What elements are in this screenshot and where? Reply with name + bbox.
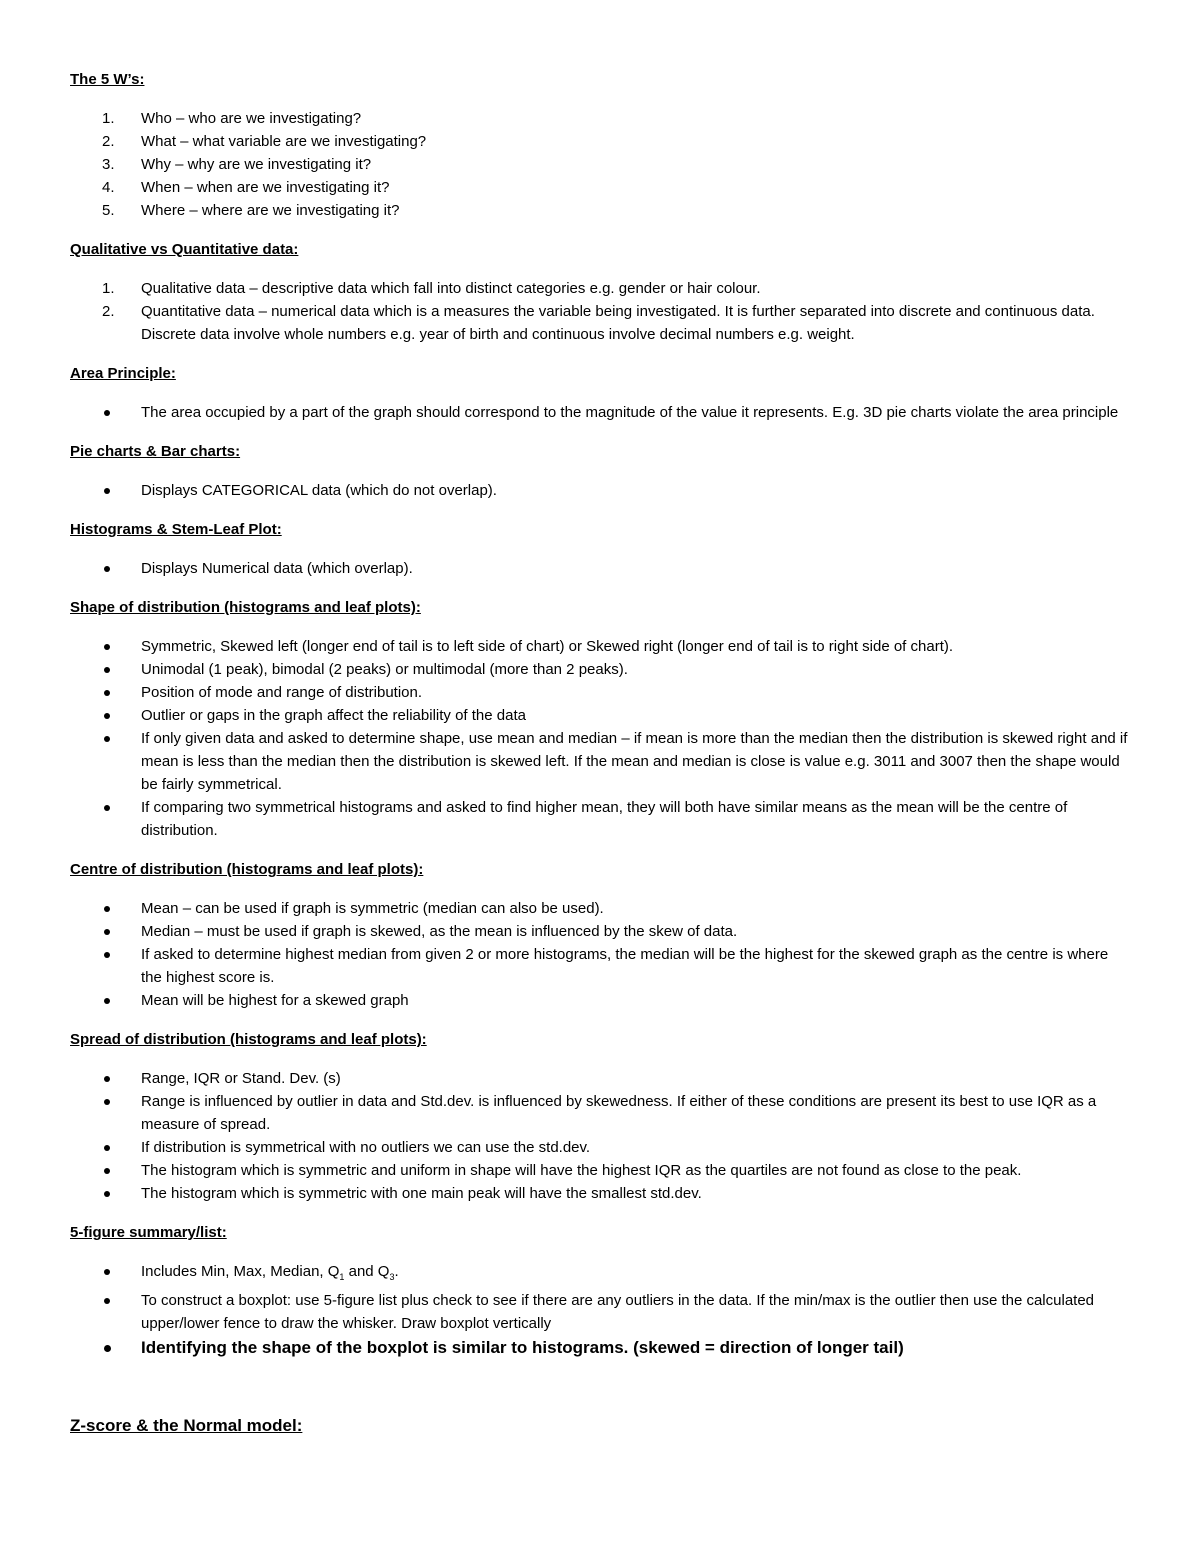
bullet-icon — [104, 1168, 110, 1174]
list-item: Displays Numerical data (which overlap). — [70, 557, 1132, 580]
list-item: If comparing two symmetrical histograms and asked to find higher mean, they will both have similar means as the mean will be the centre of distribution. — [70, 796, 1132, 842]
list-item: If asked to determine highest median from given 2 or more histograms, the median will be the highest for the skewed graph as the centre is where the highest score is. — [70, 943, 1132, 989]
five-ws-list — [70, 107, 1132, 222]
bullet-icon — [104, 410, 110, 416]
bullet-icon — [104, 690, 110, 696]
bullet-icon — [104, 1145, 110, 1151]
five-figure-list — [70, 1260, 1132, 1360]
bullet-icon — [104, 713, 110, 719]
heading-zscore: Z-score & the Normal model: — [70, 1416, 303, 1435]
list-item: Outlier or gaps in the graph affect the reliability of the data — [70, 704, 1132, 727]
list-item: 1. Who – who are we investigating? — [102, 110, 362, 127]
list-item: To construct a boxplot: use 5-figure list plus check to see if there are any outliers in the data. If the min/max is the outlier then use the calculated upper/lower fence to draw the whisker. Draw boxplot vertically — [70, 1289, 1132, 1335]
heading-five-figure: 5-figure summary/list: — [70, 1224, 227, 1241]
bullet-icon — [104, 998, 110, 1004]
list-item: Displays CATEGORICAL data (which do not overlap). — [70, 479, 1132, 502]
heading-histograms-stem: Histograms & Stem-Leaf Plot: — [70, 521, 282, 538]
qual-quant-list — [70, 277, 1132, 346]
heading-qual-quant: Qualitative vs Quantitative data: — [70, 241, 299, 258]
document-page — [70, 68, 1132, 1437]
list-item: The histogram which is symmetric with one main peak will have the smallest std.dev. — [70, 1182, 1132, 1205]
centre-list — [70, 897, 1132, 1012]
list-item: 3. Why – why are we investigating it? — [102, 156, 372, 173]
list-item: 5. Where – where are we investigating it? — [102, 202, 400, 219]
list-item: Position of mode and range of distribution. — [70, 681, 1132, 704]
heading-five-ws: The 5 W’s: — [70, 71, 145, 88]
list-item: Mean – can be used if graph is symmetric (median can also be used). — [70, 897, 1132, 920]
list-item: The histogram which is symmetric and uniform in shape will have the highest IQR as the quartiles are not found as close to the peak. — [70, 1159, 1132, 1182]
bullet-icon — [104, 667, 110, 673]
list-item: Range, IQR or Stand. Dev. (s) — [70, 1067, 1132, 1090]
list-item: Identifying the shape of the boxplot is similar to histograms. (skewed = direction of longer tail) — [70, 1335, 1132, 1360]
bullet-icon — [104, 952, 110, 958]
bullet-icon — [104, 488, 110, 494]
bullet-icon — [104, 736, 110, 742]
heading-centre: Centre of distribution (histograms and leaf plots): — [70, 861, 424, 878]
list-item: Symmetric, Skewed left (longer end of tail is to left side of chart) or Skewed right (longer end of tail is to right side of chart). — [70, 635, 1132, 658]
list-item: 2. What – what variable are we investigating? — [102, 133, 427, 150]
list-item: Range is influenced by outlier in data and Std.dev. is influenced by skewedness. If either of these conditions are present its best to use IQR as a measure of spread. — [70, 1090, 1132, 1136]
bullet-icon — [104, 1099, 110, 1105]
list-item: Median – must be used if graph is skewed, as the mean is influenced by the skew of data. — [70, 920, 1132, 943]
heading-spread: Spread of distribution (histograms and leaf plots): — [70, 1031, 427, 1048]
list-item: Unimodal (1 peak), bimodal (2 peaks) or multimodal (more than 2 peaks). — [70, 658, 1132, 681]
shape-list — [70, 635, 1132, 842]
list-item: The area occupied by a part of the graph should correspond to the magnitude of the value it represents. E.g. 3D pie charts violate the area principle — [70, 401, 1132, 424]
list-item: If only given data and asked to determine shape, use mean and median – if mean is more than the median then the distribution is skewed right and if mean is less than the median then the distribution is skewed left. If the mean and median is close is value e.g. 3011 and 3007 then the shape would be fairly symmetrical. — [70, 727, 1132, 796]
heading-pie-bar: Pie charts & Bar charts: — [70, 443, 241, 460]
bullet-icon — [104, 644, 110, 650]
list-item: 2. Quantitative data – numerical data which is a measures the variable being investigated. It is further separated into discrete and continuous data. Discrete data involve whole numbers e.g. year of birth and continuous involve decimal numbers e.g. weight. — [102, 303, 1095, 343]
bullet-icon — [104, 929, 110, 935]
bullet-icon — [104, 1345, 111, 1352]
heading-area-principle: Area Principle: — [70, 365, 176, 382]
list-item: Mean will be highest for a skewed graph — [70, 989, 1132, 1012]
bullet-icon — [104, 566, 110, 572]
pie-bar-list — [70, 479, 1132, 502]
list-item: If distribution is symmetrical with no outliers we can use the std.dev. — [70, 1136, 1132, 1159]
bullet-icon — [104, 906, 110, 912]
bullet-icon — [104, 805, 110, 811]
histograms-stem-list — [70, 557, 1132, 580]
list-item: 1. Qualitative data – descriptive data which fall into distinct categories e.g. gender or hair colour. — [102, 280, 761, 297]
spread-list — [70, 1067, 1132, 1205]
bullet-icon — [104, 1298, 110, 1304]
bullet-icon — [104, 1269, 110, 1275]
area-principle-list — [70, 401, 1132, 424]
list-item: 4. When – when are we investigating it? — [102, 179, 390, 196]
list-item: Includes Min, Max, Median, $Q_1$ and $Q_3$. — [70, 1260, 1132, 1289]
heading-shape: Shape of distribution (histograms and leaf plots): — [70, 599, 421, 616]
bullet-icon — [104, 1076, 110, 1082]
bullet-icon — [104, 1191, 110, 1197]
